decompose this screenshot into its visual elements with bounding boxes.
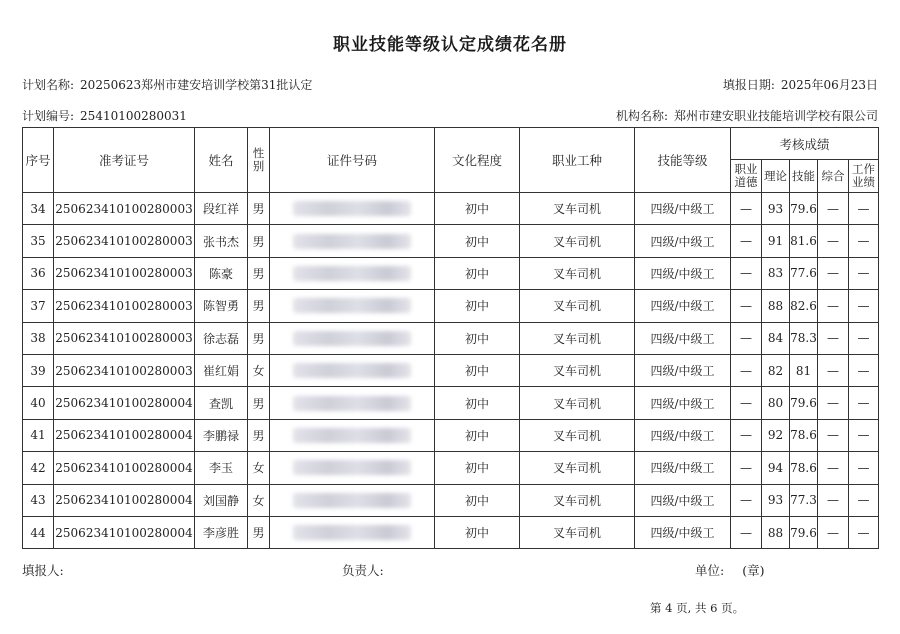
cell-id-no-redacted [270,225,435,257]
cell-id-no-redacted [270,419,435,451]
cell-performance: — [849,193,879,225]
redacted-blur [293,298,411,313]
cell-name: 张书杰 [195,225,248,257]
cell-composite: — [818,484,849,516]
redacted-blur [293,460,411,475]
table-row [23,193,879,225]
cell-skill: 79.6 [790,516,818,548]
cell-theory: 93 [762,193,790,225]
cell-education: 初中 [435,257,520,289]
cell-gender: 女 [248,354,270,386]
cell-occupation: 叉车司机 [520,225,635,257]
cell-level: 四级/中级工 [635,257,731,289]
cell-level: 四级/中级工 [635,387,731,419]
cell-gender: 男 [248,516,270,548]
cell-skill: 81.6 [790,225,818,257]
header-exam-no: 准考证号 [54,128,195,193]
cell-id-no-redacted [270,193,435,225]
cell-composite: — [818,419,849,451]
cell-education: 初中 [435,516,520,548]
redacted-blur [293,525,411,540]
cell-composite: — [818,387,849,419]
cell-skill: 82.6 [790,290,818,322]
cell-exam-no: 250623410100280004 [54,452,195,484]
document-title: 职业技能等级认定成绩花名册 [333,35,567,55]
cell-name: 李玉 [195,452,248,484]
cell-occupation: 叉车司机 [520,452,635,484]
cell-gender: 男 [248,257,270,289]
cell-gender: 女 [248,452,270,484]
cell-performance: — [849,419,879,451]
cell-composite: — [818,354,849,386]
footer-unit-label: 单位: [695,563,725,578]
cell-theory: 84 [762,322,790,354]
cell-theory: 82 [762,354,790,386]
cell-theory: 88 [762,516,790,548]
cell-skill: 79.6 [790,387,818,419]
cell-skill: 77.3 [790,484,818,516]
cell-gender: 男 [248,290,270,322]
cell-education: 初中 [435,452,520,484]
cell-seq: 36 [23,257,54,289]
cell-theory: 83 [762,257,790,289]
cell-education: 初中 [435,354,520,386]
cell-level: 四级/中级工 [635,354,731,386]
cell-seq: 39 [23,354,54,386]
redacted-blur [293,428,411,443]
cell-performance: — [849,225,879,257]
cell-composite: — [818,322,849,354]
cell-level: 四级/中级工 [635,516,731,548]
plan-name-value: 20250623郑州市建安培训学校第31批认定 [80,78,313,92]
cell-composite: — [818,516,849,548]
cell-id-no-redacted [270,290,435,322]
plan-number-value: 25410100280031 [80,109,187,123]
table-row [23,257,879,289]
cell-exam-no: 250623410100280004 [54,387,195,419]
cell-performance: — [849,452,879,484]
cell-exam-no: 250623410100280003 [54,225,195,257]
cell-gender: 男 [248,322,270,354]
cell-level: 四级/中级工 [635,225,731,257]
cell-theory: 94 [762,452,790,484]
cell-ethics: — [731,354,762,386]
cell-occupation: 叉车司机 [520,257,635,289]
plan-name [22,76,312,93]
fill-date-label: 填报日期: [722,78,775,92]
cell-ethics: — [731,257,762,289]
organization-value: 郑州市建安职业技能培训学校有限公司 [673,109,878,123]
cell-skill: 78.6 [790,452,818,484]
cell-gender: 男 [248,387,270,419]
cell-education: 初中 [435,387,520,419]
cell-name: 陈智勇 [195,290,248,322]
cell-name: 崔红娟 [195,354,248,386]
cell-name: 段红祥 [195,193,248,225]
cell-occupation: 叉车司机 [520,484,635,516]
cell-occupation: 叉车司机 [520,290,635,322]
header-name: 姓名 [195,128,248,193]
header-occupation: 职业工种 [520,128,635,193]
organization [616,107,878,124]
table-row [23,419,879,451]
cell-exam-no: 250623410100280003 [54,322,195,354]
cell-composite: — [818,193,849,225]
footer-seal: (章) [742,563,765,578]
cell-level: 四级/中级工 [635,419,731,451]
cell-occupation: 叉车司机 [520,322,635,354]
redacted-blur [293,201,411,216]
footer-filler: 填报人: [22,563,64,578]
cell-education: 初中 [435,322,520,354]
cell-name: 查凯 [195,387,248,419]
cell-seq: 42 [23,452,54,484]
plan-number-label: 计划编号: [22,109,75,123]
table-row [23,387,879,419]
cell-seq: 41 [23,419,54,451]
cell-ethics: — [731,225,762,257]
cell-theory: 92 [762,419,790,451]
cell-performance: — [849,322,879,354]
redacted-blur [293,266,411,281]
cell-seq: 44 [23,516,54,548]
cell-ethics: — [731,419,762,451]
redacted-blur [293,493,411,508]
cell-level: 四级/中级工 [635,322,731,354]
organization-label: 机构名称: [615,109,668,123]
header-level: 技能等级 [635,128,731,193]
fill-date-value: 2025年06月23日 [780,78,878,92]
cell-education: 初中 [435,225,520,257]
header-gender: 性别 [248,128,270,193]
header-education: 文化程度 [435,128,520,193]
cell-gender: 男 [248,419,270,451]
cell-ethics: — [731,516,762,548]
cell-seq: 43 [23,484,54,516]
cell-occupation: 叉车司机 [520,419,635,451]
redacted-blur [293,331,411,346]
header-ethics: 职业道德 [731,160,762,193]
header-scores: 考核成绩 [731,128,879,160]
table-row [23,225,879,257]
cell-id-no-redacted [270,257,435,289]
cell-id-no-redacted [270,516,435,548]
redacted-blur [293,234,411,249]
cell-ethics: — [731,387,762,419]
cell-ethics: — [731,193,762,225]
cell-education: 初中 [435,419,520,451]
cell-exam-no: 250623410100280003 [54,354,195,386]
cell-composite: — [818,225,849,257]
cell-id-no-redacted [270,452,435,484]
plan-number [22,107,187,124]
cell-level: 四级/中级工 [635,484,731,516]
redacted-blur [293,363,411,378]
cell-skill: 81 [790,354,818,386]
table-row [23,322,879,354]
cell-seq: 38 [23,322,54,354]
cell-exam-no: 250623410100280004 [54,419,195,451]
cell-seq: 40 [23,387,54,419]
cell-name: 陈豪 [195,257,248,289]
cell-id-no-redacted [270,484,435,516]
header-composite: 综合 [818,160,849,193]
cell-skill: 79.6 [790,193,818,225]
cell-exam-no: 250623410100280003 [54,290,195,322]
cell-performance: — [849,290,879,322]
cell-exam-no: 250623410100280003 [54,257,195,289]
cell-theory: 88 [762,290,790,322]
footer-responsible: 负责人: [342,563,384,578]
table-row [23,354,879,386]
cell-seq: 37 [23,290,54,322]
cell-skill: 78.6 [790,419,818,451]
cell-performance: — [849,516,879,548]
header-skill: 技能 [790,160,818,193]
cell-education: 初中 [435,193,520,225]
table-row [23,484,879,516]
cell-occupation: 叉车司机 [520,354,635,386]
cell-occupation: 叉车司机 [520,193,635,225]
cell-composite: — [818,257,849,289]
score-roster-table [22,127,879,549]
cell-theory: 91 [762,225,790,257]
cell-level: 四级/中级工 [635,193,731,225]
cell-exam-no: 250623410100280004 [54,516,195,548]
cell-performance: — [849,257,879,289]
cell-exam-no: 250623410100280004 [54,484,195,516]
cell-skill: 78.3 [790,322,818,354]
cell-id-no-redacted [270,322,435,354]
cell-theory: 80 [762,387,790,419]
cell-exam-no: 250623410100280003 [54,193,195,225]
cell-gender: 男 [248,193,270,225]
cell-ethics: — [731,452,762,484]
cell-gender: 女 [248,484,270,516]
redacted-blur [293,396,411,411]
cell-theory: 93 [762,484,790,516]
header-theory: 理论 [762,160,790,193]
header-id-no: 证件号码 [270,128,435,193]
cell-education: 初中 [435,484,520,516]
cell-name: 李彦胜 [195,516,248,548]
cell-performance: — [849,387,879,419]
cell-name: 李鹏禄 [195,419,248,451]
cell-id-no-redacted [270,354,435,386]
cell-name: 徐志磊 [195,322,248,354]
plan-name-label: 计划名称: [22,78,75,92]
fill-date [723,76,878,93]
cell-occupation: 叉车司机 [520,516,635,548]
cell-id-no-redacted [270,387,435,419]
cell-composite: — [818,452,849,484]
cell-education: 初中 [435,290,520,322]
cell-performance: — [849,484,879,516]
footer-unit [695,561,764,579]
cell-performance: — [849,354,879,386]
cell-ethics: — [731,290,762,322]
page-number: 第 4 页, 共 6 页。 [650,601,745,615]
cell-skill: 77.6 [790,257,818,289]
cell-seq: 35 [23,225,54,257]
cell-name: 刘国静 [195,484,248,516]
cell-level: 四级/中级工 [635,452,731,484]
table-row [23,516,879,548]
table-row [23,452,879,484]
cell-seq: 34 [23,193,54,225]
cell-ethics: — [731,322,762,354]
cell-composite: — [818,290,849,322]
header-seq: 序号 [23,128,54,193]
cell-gender: 男 [248,225,270,257]
table-row [23,290,879,322]
header-performance: 工作业绩 [849,160,879,193]
cell-occupation: 叉车司机 [520,387,635,419]
cell-ethics: — [731,484,762,516]
cell-level: 四级/中级工 [635,290,731,322]
